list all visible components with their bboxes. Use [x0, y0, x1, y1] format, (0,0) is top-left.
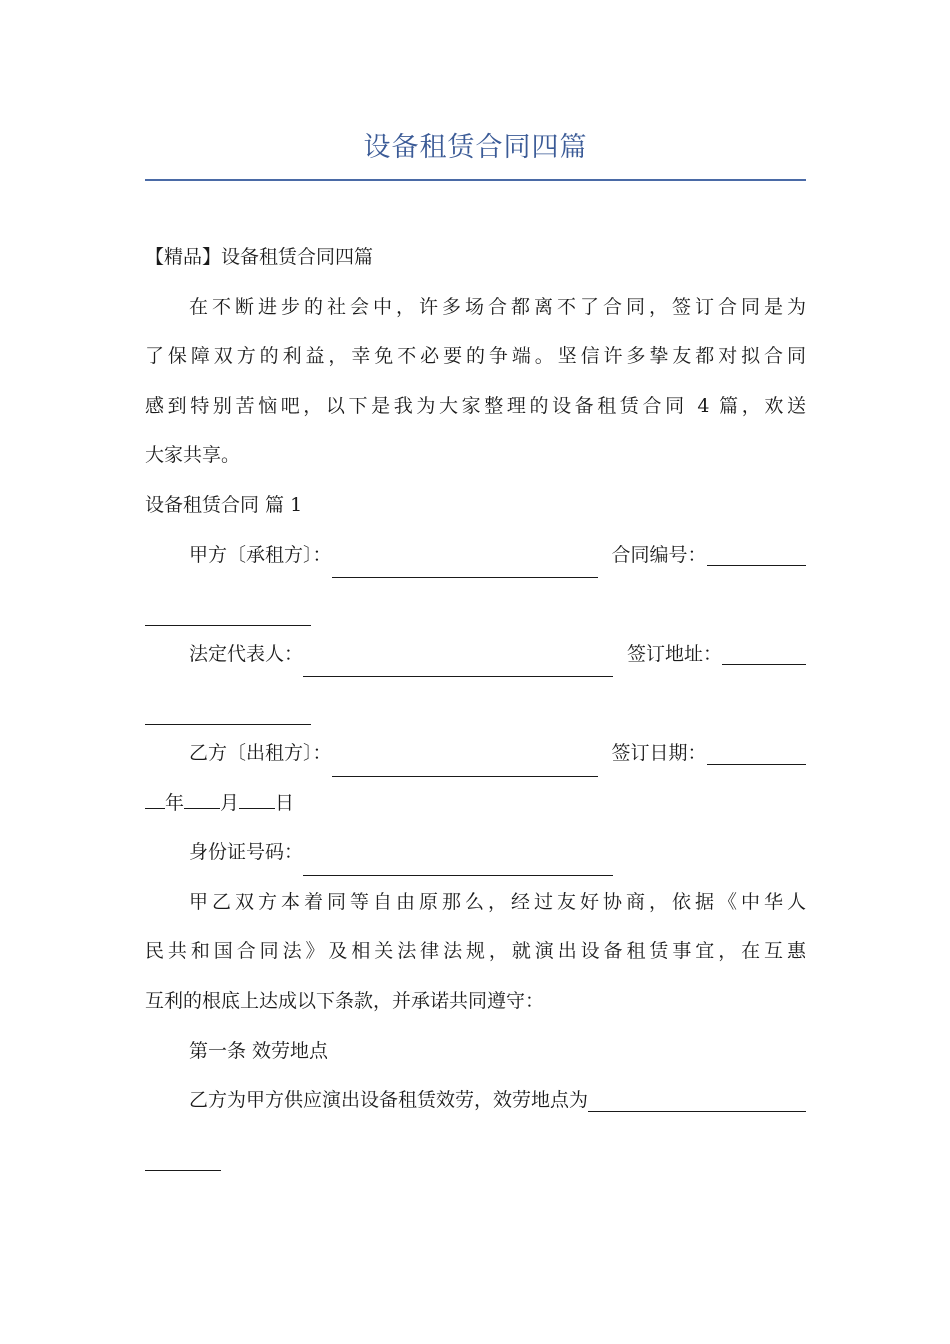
title-divider	[145, 179, 806, 181]
id-no-blank[interactable]	[303, 845, 613, 876]
contract-no-blank[interactable]	[707, 565, 806, 566]
intro-line-4: 大家共享。	[145, 444, 241, 467]
party-b-blank[interactable]	[332, 746, 598, 777]
document-body	[145, 233, 806, 1175]
month-blank[interactable]	[184, 780, 220, 809]
sign-date-continuation	[145, 779, 806, 829]
preamble-line-2: 民共和国合同法》及相关法律法规，就演出设备租赁事宜，在互惠	[145, 940, 806, 963]
intro-line-1: 在不断进步的社会中，许多场合都离不了合同，签订合同是为	[189, 295, 806, 318]
service-location-blank[interactable]	[588, 1111, 806, 1112]
sign-place-blank-cont[interactable]	[145, 724, 311, 725]
party-a-blank[interactable]	[332, 547, 598, 578]
service-location-continuation	[145, 1126, 806, 1176]
legal-rep-row	[145, 630, 806, 680]
id-no-label: 身份证号码：	[189, 841, 304, 864]
party-a-row	[145, 531, 806, 581]
document-title: 设备租赁合同四篇	[363, 132, 588, 163]
section-title: 设备租赁合同 篇 1	[145, 493, 303, 516]
day-blank[interactable]	[239, 780, 275, 809]
party-b-row	[145, 729, 806, 779]
contract-no-blank-cont[interactable]	[145, 625, 311, 626]
article-1-text: 乙方为甲方供应演出设备租赁效劳，效劳地点为	[189, 1089, 589, 1112]
sign-place-continuation	[145, 679, 806, 729]
contract-no-continuation	[145, 580, 806, 630]
contract-no-label: 合同编号：	[611, 543, 707, 566]
preamble-line-1: 甲乙双方本着同等自由原那么，经过友好协商，依据《中华人	[189, 890, 806, 913]
year-blank[interactable]	[145, 780, 165, 809]
month-label: 月	[220, 791, 240, 814]
article-1-title: 第一条 效劳地点	[189, 1039, 329, 1062]
sign-date-label: 签订日期：	[611, 741, 707, 764]
sign-place-label: 签订地址：	[627, 642, 723, 665]
article-1-row	[145, 1076, 806, 1126]
intro-line-3: 感到特别苦恼吧，以下是我为大家整理的设备租赁合同 4 篇，欢送	[145, 394, 806, 417]
sign-date-blank[interactable]	[707, 764, 806, 765]
year-label: 年	[165, 791, 185, 814]
preamble-line-3: 互利的根底上达成以下条款，并承诺共同遵守：	[145, 989, 545, 1012]
legal-rep-label: 法定代表人：	[189, 642, 304, 665]
document-heading: 【精品】设备租赁合同四篇	[145, 246, 374, 268]
service-location-blank-cont[interactable]	[145, 1170, 221, 1171]
legal-rep-blank[interactable]	[303, 646, 613, 677]
id-no-row	[145, 828, 806, 878]
day-label: 日	[275, 791, 295, 814]
sign-place-blank[interactable]	[722, 664, 806, 665]
intro-line-2: 了保障双方的利益，幸免不必要的争端。坚信许多挚友都对拟合同	[145, 345, 806, 368]
party-b-label: 乙方〔出租方〕：	[189, 741, 332, 764]
party-a-label: 甲方〔承租方〕：	[189, 543, 332, 566]
